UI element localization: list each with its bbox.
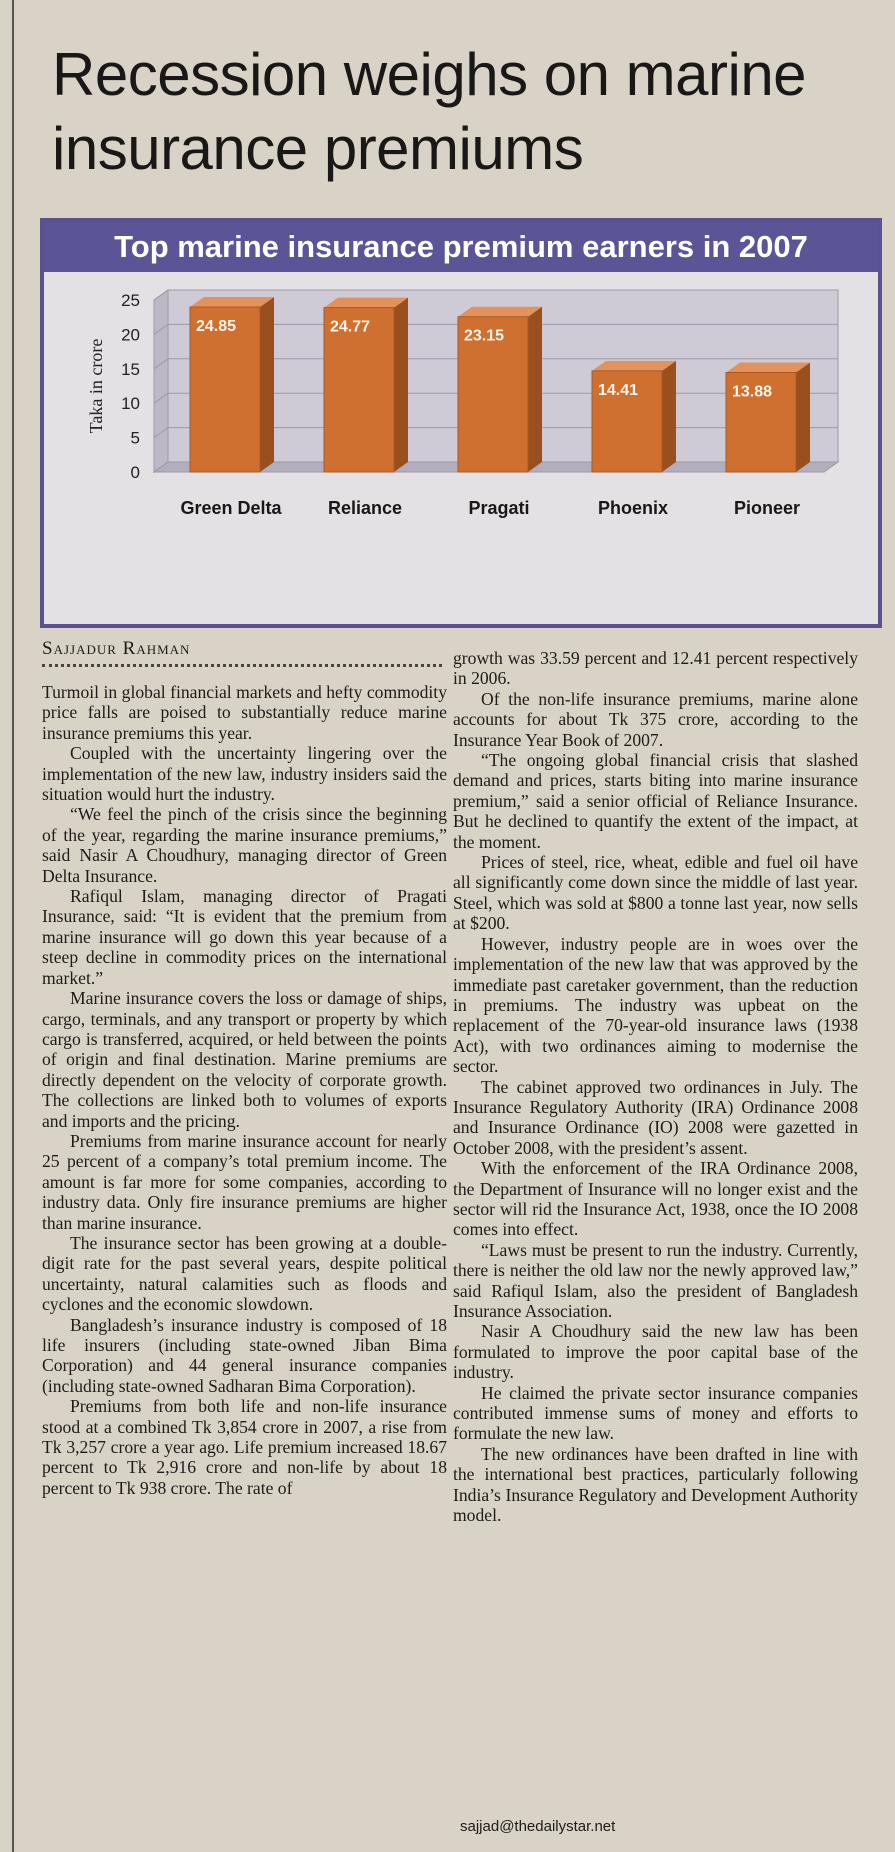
article-paragraph: “The ongoing global financial crisis that slashed demand and prices, starts biting into marine insurance premium,” said a senior official of Reliance Insurance. But he declined to quantify the extent of the impact, at the moment. bbox=[453, 750, 858, 852]
bar-top bbox=[592, 361, 676, 371]
article-paragraph: Prices of steel, rice, wheat, edible and fuel oil have all significantly come down since the middle of last year. Steel, which was sold at $800 a tonne last year, now sells at $200. bbox=[453, 852, 858, 934]
article-paragraph: The new ordinances have been drafted in line with the international best practices, particularly following India’s Insurance Regulatory and Development Authority model. bbox=[453, 1443, 858, 1526]
x-category-label: Pioneer bbox=[733, 498, 801, 518]
bar-top bbox=[190, 297, 274, 307]
article-paragraph: Premiums from marine insurance account for nearly 25 percent of a company’s total premium income. The amount is far more for some companies, according to industry data. Only fire insurance premiums are higher than marine insurance. bbox=[42, 1130, 447, 1233]
article-paragraph: The insurance sector has been growing at a double-digit rate for the past several years, despite political uncertainty, natural calamities such as floods and cyclones and the economic slowdown. bbox=[42, 1232, 447, 1315]
bar-side bbox=[260, 297, 274, 472]
article-column-right bbox=[453, 648, 858, 1525]
x-category-label: Phoenix bbox=[597, 498, 669, 518]
article-paragraph: The cabinet approved two ordinances in July. The Insurance Regulatory Authority (IRA) Ordinance 2008 and Insurance Ordinance (IO) 2008 were gazetted in October 2008, with the president’s assent. bbox=[453, 1076, 858, 1158]
bar-side bbox=[394, 298, 408, 472]
y-tick-label: 5 bbox=[130, 428, 140, 448]
bar-value-label: 24.85 bbox=[196, 318, 237, 336]
bar-chart bbox=[44, 272, 878, 624]
article-paragraph: “We feel the pinch of the crisis since the beginning of the year, regarding the marine insurance premiums,” said Nasir A Choudhury, managing director of Green Delta Insurance. bbox=[42, 804, 447, 886]
y-tick-label: 0 bbox=[130, 463, 140, 482]
article-paragraph: Turmoil in global financial markets and hefty commodity price falls are poised to substantially reduce marine insurance premiums this year. bbox=[42, 682, 447, 743]
author-email: sajjad@thedailystar.net bbox=[460, 1818, 616, 1835]
article-paragraph: Marine insurance covers the loss or damage of ships, cargo, terminals, and any transport or property by which cargo is transferred, acquired, or held between the points of origin and final destination. Marine premiums are directly dependent on the velocity of corporate growth. The collections are linked both to volumes of exports and imports and the pricing. bbox=[42, 988, 447, 1131]
article-paragraph: Of the non-life insurance premiums, marine alone accounts for about Tk 375 crore, according to the Insurance Year Book of 2007. bbox=[453, 688, 858, 750]
bar-side bbox=[528, 307, 542, 472]
article-paragraph: Nasir A Choudhury said the new law has been formulated to improve the poor capital base of the industry. bbox=[453, 1321, 858, 1383]
x-category-label: Green Delta bbox=[180, 498, 282, 518]
headline: Recession weighs on marine insurance premiums bbox=[52, 41, 807, 182]
byline-divider bbox=[42, 664, 442, 667]
chart-side-wall bbox=[154, 290, 168, 472]
article-paragraph: growth was 33.59 percent and 12.41 percent respectively in 2006. bbox=[453, 648, 858, 689]
article-paragraph: However, industry people are in woes over the implementation of the new law that was approved by the immediate past caretaker government, than the reduction in premiums. The industry was upbeat on the replacement of the 70-year-old insurance laws (1938 Act), with two ordinances aiming to modernise the sector. bbox=[453, 933, 858, 1077]
x-category-label: Pragati bbox=[468, 498, 530, 518]
bar-top bbox=[458, 307, 542, 317]
article-paragraph: With the enforcement of the IRA Ordinance 2008, the Department of Insurance will no longer exist and the sector will rid the Insurance Act, 1938, once the IO 2008 comes into effect. bbox=[453, 1158, 858, 1240]
byline: Sajjadur Rahman bbox=[42, 638, 191, 659]
bar-side bbox=[662, 361, 676, 472]
article-paragraph: Rafiqul Islam, managing director of Pragati Insurance, said: “It is evident that the premium from marine insurance will go down this year because of a steep decline in commodity prices on the international market.” bbox=[42, 886, 447, 988]
bar-value-label: 24.77 bbox=[330, 318, 371, 336]
bar-value-label: 14.41 bbox=[598, 381, 639, 399]
article-column-left bbox=[42, 682, 447, 1498]
y-tick-label: 10 bbox=[121, 394, 140, 414]
bar-value-label: 23.15 bbox=[464, 327, 505, 345]
bar-top bbox=[324, 298, 408, 308]
y-tick-label: 25 bbox=[121, 291, 140, 310]
article-paragraph: He claimed the private sector insurance companies contributed immense sums of money and efforts to formulate the new law. bbox=[453, 1382, 858, 1444]
chart-title: Top marine insurance premium earners in 2007 bbox=[44, 222, 878, 272]
y-tick-label: 20 bbox=[121, 325, 140, 345]
article-paragraph: Premiums from both life and non-life insurance stood at a combined Tk 3,854 crore in 2007, a rise from Tk 3,257 crore a year ago. Life premium increased 18.67 percent to Tk 2,916 crore and non-life by about 18 percent to Tk 938 crore. The rate of bbox=[42, 1396, 447, 1498]
bar-value-label: 13.88 bbox=[732, 383, 773, 401]
article-paragraph: “Laws must be present to run the industry. Currently, there is neither the old law nor the newly approved law,” said Rafiqul Islam, also the president of Bangladesh Insurance Association. bbox=[453, 1239, 858, 1321]
y-axis-label: Taka in crore bbox=[86, 338, 106, 434]
chart-panel bbox=[40, 218, 882, 628]
y-tick-label: 15 bbox=[121, 359, 140, 379]
article-paragraph: Coupled with the uncertainty lingering over the implementation of the new law, industry insiders said the situation would hurt the industry. bbox=[42, 743, 447, 805]
bar-side bbox=[796, 363, 810, 472]
article-paragraph: Bangladesh’s insurance industry is composed of 18 life insurers (including state-owned Jiban Bima Corporation) and 44 general insurance companies (including state-owned Sadharan Bima Corporation). bbox=[42, 1314, 447, 1396]
x-category-label: Reliance bbox=[327, 498, 403, 518]
page-edge-rule bbox=[12, 0, 14, 1852]
bar-top bbox=[726, 363, 810, 373]
